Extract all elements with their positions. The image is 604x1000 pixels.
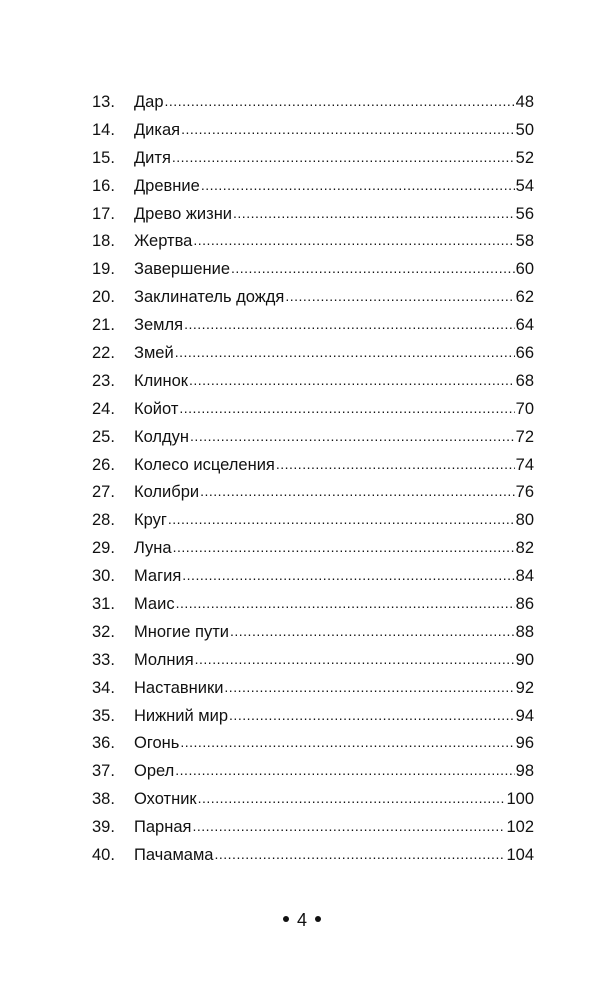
bullet-left-icon — [283, 916, 289, 922]
toc-dot-leader — [285, 283, 514, 311]
toc-entry[interactable] — [92, 758, 534, 786]
toc-entry-number: 16. — [92, 176, 115, 195]
toc-entry-page: 88 — [515, 622, 534, 641]
toc-entry[interactable] — [92, 842, 534, 870]
toc-entry-page: 80 — [515, 511, 534, 530]
toc-dot-leader — [200, 478, 515, 506]
toc-entry-number: 17. — [92, 204, 115, 223]
toc-entry[interactable] — [92, 201, 534, 229]
toc-entry[interactable] — [92, 256, 534, 284]
toc-entry[interactable] — [92, 647, 534, 675]
toc-entry-title: Колдун — [134, 427, 190, 446]
toc-dot-leader — [172, 144, 515, 172]
toc-entry-title: Огонь — [134, 734, 180, 753]
bullet-right-icon — [315, 916, 321, 922]
toc-entry-number: 18. — [92, 232, 115, 251]
toc-entry-title: Дитя — [134, 148, 171, 167]
toc-entry-title: Завершение — [134, 260, 230, 279]
toc-entry-title: Клинок — [134, 371, 188, 390]
toc-dot-leader — [276, 451, 515, 479]
toc-entry-number: 14. — [92, 120, 115, 139]
toc-entry-page: 52 — [515, 148, 534, 167]
toc-dot-leader — [230, 618, 515, 646]
toc-dot-leader — [168, 506, 515, 534]
toc-entry[interactable] — [92, 312, 534, 340]
toc-entry[interactable] — [92, 703, 534, 731]
toc-entry-number: 39. — [92, 818, 115, 837]
toc-entry-title: Колесо исцеления — [134, 455, 275, 474]
toc-entry-number: 31. — [92, 595, 115, 614]
toc-entry-title: Древо жизни — [134, 204, 233, 223]
toc-entry[interactable] — [92, 228, 534, 256]
toc-dot-leader — [173, 534, 515, 562]
toc-entry-number: 15. — [92, 148, 115, 167]
toc-dot-leader — [165, 88, 515, 116]
toc-dot-leader — [229, 702, 515, 730]
toc-entry[interactable] — [92, 340, 534, 368]
toc-entry[interactable] — [92, 117, 534, 145]
toc-entry-title: Магия — [134, 567, 182, 586]
toc-dot-leader — [180, 729, 514, 757]
toc-entry[interactable] — [92, 452, 534, 480]
toc-entry-number: 23. — [92, 371, 115, 390]
toc-entry-page: 96 — [515, 734, 534, 753]
toc-entry-title: Земля — [134, 316, 184, 335]
toc-entry-title: Нижний мир — [134, 706, 229, 725]
toc-dot-leader — [181, 116, 515, 144]
toc-dot-leader — [175, 757, 514, 785]
page-number: 4 — [296, 910, 307, 930]
toc-entry-title: Дикая — [134, 120, 181, 139]
toc-entry-number: 33. — [92, 650, 115, 669]
toc-entry-number: 40. — [92, 846, 115, 865]
toc-entry-number: 24. — [92, 399, 115, 418]
toc-entry-page: 70 — [515, 399, 534, 418]
toc-dot-leader — [189, 367, 515, 395]
page-footer — [0, 906, 604, 934]
toc-dot-leader — [231, 255, 515, 283]
toc-entry[interactable] — [92, 730, 534, 758]
toc-entry-title: Молния — [134, 650, 194, 669]
toc-entry-page: 86 — [515, 595, 534, 614]
toc-entry-title: Жертва — [134, 232, 193, 251]
toc-dot-leader — [201, 172, 515, 200]
toc-entry-page: 104 — [506, 846, 534, 865]
toc-entry-page: 54 — [515, 176, 534, 195]
toc-entry-page: 94 — [515, 706, 534, 725]
toc-entry-page: 62 — [515, 288, 534, 307]
toc-entry-number: 28. — [92, 511, 115, 530]
toc-entry[interactable] — [92, 786, 534, 814]
toc-entry-page: 92 — [515, 678, 534, 697]
toc-entry[interactable] — [92, 619, 534, 647]
toc-entry-title: Луна — [134, 539, 172, 558]
toc-entry[interactable] — [92, 814, 534, 842]
toc-entry[interactable] — [92, 424, 534, 452]
toc-dot-leader — [224, 674, 514, 702]
toc-entry-title: Орел — [134, 762, 175, 781]
toc-entry-number: 22. — [92, 344, 115, 363]
toc-dot-leader — [193, 227, 514, 255]
toc-entry-title: Наставники — [134, 678, 224, 697]
toc-entry-title: Многие пути — [134, 622, 229, 641]
toc-entry[interactable] — [92, 507, 534, 535]
toc-entry-title: Маис — [134, 595, 175, 614]
toc-entry-number: 37. — [92, 762, 115, 781]
toc-entry-page: 98 — [515, 762, 534, 781]
toc-dot-leader — [182, 562, 514, 590]
toc-entry-page: 64 — [515, 316, 534, 335]
toc-entry-page: 58 — [515, 232, 534, 251]
toc-entry[interactable] — [92, 535, 534, 563]
toc-entry-title: Круг — [134, 511, 167, 530]
toc-entry-number: 32. — [92, 622, 115, 641]
toc-entry-number: 26. — [92, 455, 115, 474]
toc-entry[interactable] — [92, 145, 534, 173]
toc-entry-title: Пачамама — [134, 846, 214, 865]
toc-dot-leader — [192, 813, 505, 841]
toc-entry-number: 21. — [92, 316, 115, 335]
toc-entry-number: 13. — [92, 93, 115, 111]
toc-entry-page: 82 — [515, 539, 534, 558]
toc-entry-number: 36. — [92, 734, 115, 753]
toc-entry[interactable] — [92, 89, 534, 117]
toc-entry-title: Колибри — [134, 483, 200, 502]
toc-entry-title: Койот — [134, 399, 179, 418]
toc-entry-number: 35. — [92, 706, 115, 725]
toc-dot-leader — [179, 395, 514, 423]
toc-entry-page: 60 — [515, 260, 534, 279]
toc-entry-page: 90 — [515, 650, 534, 669]
toc-entry[interactable] — [92, 591, 534, 619]
toc-entry-page: 48 — [515, 93, 534, 111]
toc-dot-leader — [198, 785, 506, 813]
toc-dot-leader — [175, 339, 515, 367]
toc-entry-title: Заклинатель дождя — [134, 288, 285, 307]
toc-entry-page: 72 — [515, 427, 534, 446]
toc-dot-leader — [233, 200, 515, 228]
toc-entry-number: 29. — [92, 539, 115, 558]
toc-entry[interactable] — [92, 675, 534, 703]
toc-entry-number: 25. — [92, 427, 115, 446]
toc-dot-leader — [195, 646, 515, 674]
toc-entry[interactable] — [92, 479, 534, 507]
toc-entry[interactable] — [92, 173, 534, 201]
toc-entry-title: Древние — [134, 176, 200, 195]
toc-dot-leader — [176, 590, 515, 618]
toc-entry-page: 102 — [506, 818, 534, 837]
toc-entry[interactable] — [92, 284, 534, 312]
toc-entry[interactable] — [92, 396, 534, 424]
toc-entry-page: 84 — [515, 567, 534, 586]
toc-dot-leader — [190, 423, 515, 451]
toc-entry-number: 27. — [92, 483, 115, 502]
toc-entry-number: 38. — [92, 790, 115, 809]
toc-entry-number: 19. — [92, 260, 115, 279]
toc-entry-title: Парная — [134, 818, 192, 837]
table-of-contents — [92, 89, 534, 870]
toc-entry-number: 20. — [92, 288, 115, 307]
toc-entry-title: Охотник — [134, 790, 197, 809]
toc-entry-page: 74 — [515, 455, 534, 474]
toc-entry[interactable] — [92, 368, 534, 396]
toc-entry-page: 66 — [515, 344, 534, 363]
toc-entry-page: 56 — [515, 204, 534, 223]
toc-dot-leader — [184, 311, 515, 339]
toc-entry-title: Дар — [134, 93, 164, 111]
toc-entry-title: Змей — [134, 344, 174, 363]
toc-entry-page: 68 — [515, 371, 534, 390]
toc-entry-page: 76 — [515, 483, 534, 502]
toc-entry-page: 50 — [515, 120, 534, 139]
toc-entry-number: 34. — [92, 678, 115, 697]
toc-entry[interactable] — [92, 563, 534, 591]
toc-entry-number: 30. — [92, 567, 115, 586]
toc-entry-page: 100 — [506, 790, 534, 809]
toc-dot-leader — [215, 841, 506, 869]
